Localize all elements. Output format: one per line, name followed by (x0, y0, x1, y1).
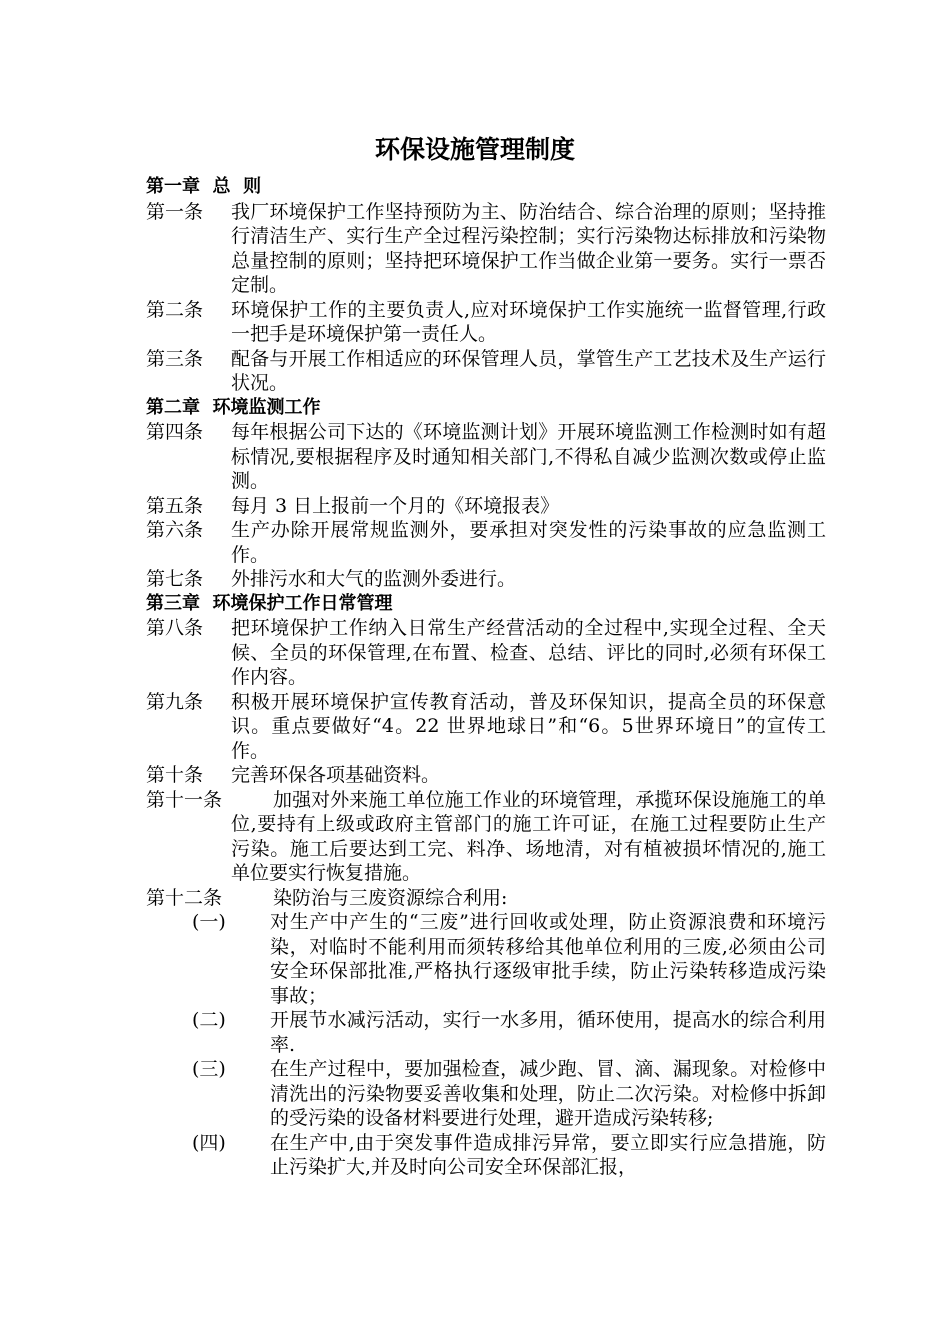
article-text: 每月 3 日上报前一个月的《环境报表》 (231, 494, 560, 517)
article-text: 加强对外来施工单位施工作业的环境管理，承揽环保设施施工的单位,要持有上级或政府主管部门的施工许可证，在施工过程要防止生产污染。施工后要达到工完、料净、场地清，对有植被损坏情况的,施工单位要实行恢复措施。 (231, 788, 826, 884)
article (146, 567, 826, 592)
article (146, 690, 826, 764)
article-label: 第八条 (146, 617, 204, 639)
sub-item-text: 开展节水减污活动，实行一水多用，循环使用，提高水的综合利用率. (270, 1009, 826, 1056)
sub-item-text: 在生产中,由于突发事件造成排污异常，要立即实行应急措施，防止污染扩大,并及时向公司安全环保部汇报， (270, 1131, 826, 1178)
article (146, 200, 826, 298)
article (146, 763, 826, 788)
article (146, 494, 826, 519)
sub-item-label: (二) (192, 1009, 226, 1031)
article-text: 把环境保护工作纳入日常生产经营活动的全过程中,实现全过程、全天候、全员的环保管理,在布置、检查、总结、评比的同时,必须有环保工作内容。 (231, 617, 826, 688)
article-text: 环境保护工作的主要负责人,应对环境保护工作实施统一监督管理,行政一把手是环境保护第一责任人。 (231, 298, 826, 345)
article-label: 第四条 (146, 421, 204, 443)
article-text: 每年根据公司下达的《环境监测计划》开展环境监测工作检测时如有超标情况,要根据程序及时通知相关部门,不得私自减少监测次数或停止监测。 (231, 421, 826, 492)
article-label: 第十条 (146, 764, 204, 786)
article-label: 第三条 (146, 347, 204, 370)
chapter-heading: 第二章 环境监测工作 (146, 396, 321, 418)
article-label: 第五条 (146, 494, 204, 517)
document-body (146, 175, 826, 1180)
article (146, 886, 826, 911)
article (146, 518, 826, 567)
article (146, 420, 826, 494)
sub-item (146, 1008, 826, 1057)
article (146, 298, 826, 347)
sub-item-text: 对生产中产生的“三废”进行回收或处理，防止资源浪费和环境污染，对临时不能利用而须转移给其他单位利用的三废,必须由公司安全环保部批准,严格执行逐级审批手续，防止污染转移造成污染事故； (270, 911, 826, 1007)
article-text: 染防治与三废资源综合利用: (273, 886, 508, 909)
article-text: 完善环保各项基础资料。 (231, 764, 441, 786)
article-text: 生产办除开展常规监测外，要承担对突发性的污染事故的应急监测工作。 (231, 519, 826, 566)
article (146, 347, 826, 396)
chapter-heading: 第一章 总 则 (146, 176, 262, 197)
article-text: 积极开展环境保护宣传教育活动，普及环保知识，提高全员的环保意识。重点要做好“4。22 世界地球日”和“6。5世界环境日”的宣传工作。 (231, 690, 826, 762)
article-label: 第七条 (146, 568, 204, 590)
article-text: 配备与开展工作相适应的环保管理人员，掌管生产工艺技术及生产运行状况。 (231, 347, 826, 394)
document-title: 环保设施管理制度 (374, 135, 575, 164)
sub-item (146, 1131, 826, 1180)
article-label: 第十一条 (146, 788, 223, 811)
sub-item-text: 在生产过程中，要加强检查，减少跑、冒、滴、漏现象。对检修中清洗出的污染物要妥善收集和处理，防止二次污染。对检修中拆卸的受污染的设备材料要进行处理，避开造成污染转移; (270, 1058, 826, 1129)
sub-item (146, 1057, 826, 1131)
article-text: 外排污水和大气的监测外委进行。 (231, 568, 517, 590)
article-text: 我厂环境保护工作坚持预防为主、防治结合、综合治理的原则；坚持推行清洁生产、实行生产全过程污染控制；实行污染物达标排放和污染物总量控制的原则；坚持把环境保护工作当做企业第一要务。实行一票否定制。 (231, 200, 826, 296)
article-label: 第六条 (146, 519, 204, 541)
article-label: 第一条 (146, 200, 204, 223)
article-label: 第九条 (146, 690, 204, 713)
sub-item-label: (四) (192, 1131, 226, 1154)
article-label: 第二条 (146, 298, 204, 321)
article (146, 788, 826, 886)
sub-item-label: (三) (192, 1058, 226, 1080)
article (146, 616, 826, 690)
sub-item-label: (一) (192, 911, 226, 933)
chapter-heading: 第三章 环境保护工作日常管理 (146, 592, 393, 614)
sub-item (146, 910, 826, 1008)
article-label: 第十二条 (146, 886, 223, 909)
